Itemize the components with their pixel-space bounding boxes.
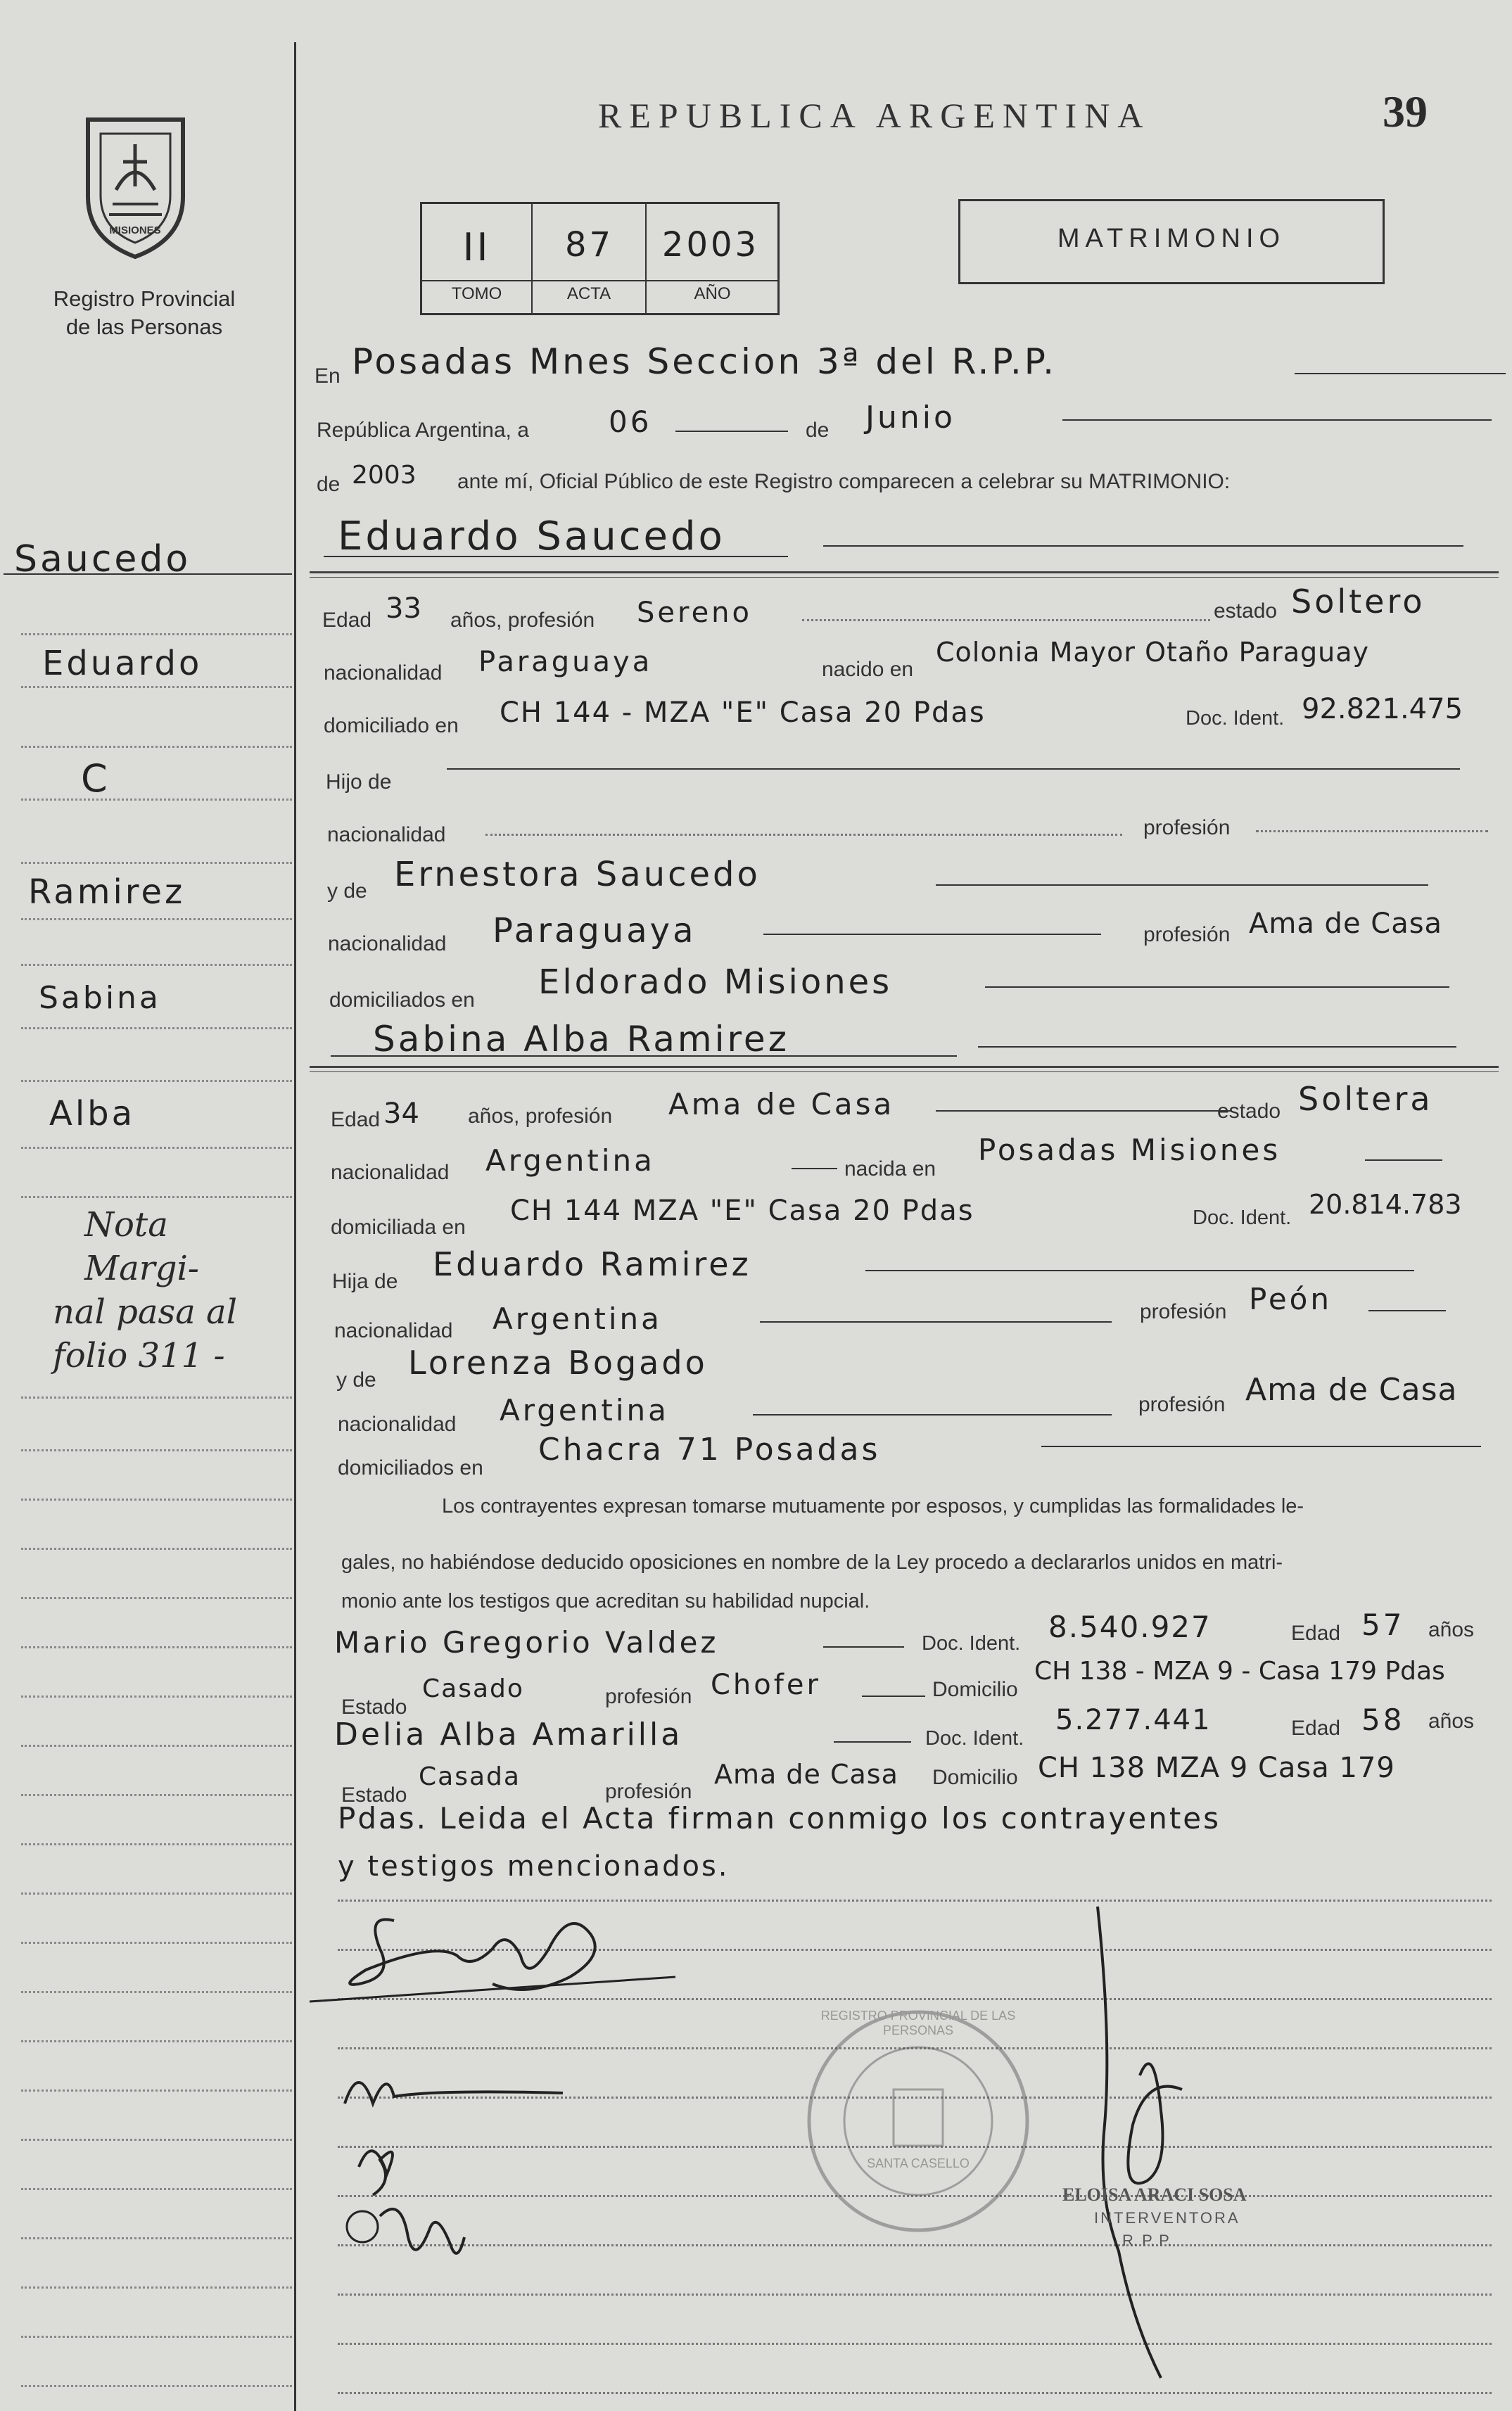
witness2-estado-label: Estado	[341, 1783, 407, 1807]
groom-edad-label: Edad	[322, 609, 372, 632]
marginal-note-line3: folio 311 -	[53, 1336, 225, 1375]
witness1-estado-label: Estado	[341, 1696, 407, 1719]
witness2-address: CH 138 MZA 9 Casa 179	[1038, 1752, 1395, 1784]
bride-mother: Lorenza Bogado	[408, 1344, 708, 1382]
marginal-note	[53, 1203, 292, 1378]
witness1-edad-label: Edad	[1291, 1622, 1341, 1645]
groom-estado: Soltero	[1291, 583, 1425, 621]
signature-scribble-icon-3	[1069, 1900, 1281, 2392]
tomo-value: II	[462, 225, 491, 269]
witness1-name: Mario Gregorio Valdez	[334, 1625, 719, 1660]
groom-nacido-label: nacido en	[822, 658, 914, 681]
signature-scribble-icon-2	[331, 2054, 570, 2322]
margin-surname2: Ramirez	[28, 872, 186, 912]
seal-shield-icon	[74, 113, 197, 260]
bride-parents-address-label: domiciliados en	[338, 1456, 483, 1480]
witness2-estado: Casada	[419, 1762, 521, 1791]
margin-surname: Saucedo	[14, 538, 191, 580]
bride-profession: Ama de Casa	[668, 1087, 895, 1121]
en-label: En	[315, 364, 341, 388]
de-label-2: de	[317, 473, 341, 496]
stamp-text: REGISTRO PROVINCIAL DE LAS PERSONAS	[820, 2009, 1016, 2037]
groom-full-name: Eduardo Saucedo	[338, 514, 725, 559]
witness2-prof-label: profesión	[605, 1780, 692, 1803]
groom-doc-label: Doc. Ident.	[1186, 707, 1285, 730]
witness2-name: Delia Alba Amarilla	[334, 1717, 683, 1752]
groom-address-label: domiciliado en	[324, 714, 459, 737]
margin-middle2: Alba	[49, 1094, 136, 1133]
bride-age: 34	[383, 1098, 419, 1130]
country-title: REPUBLICA ARGENTINA	[598, 96, 1151, 135]
bride-doc-label: Doc. Ident.	[1193, 1207, 1292, 1229]
bride-father: Eduardo Ramirez	[433, 1245, 751, 1283]
bride-parents-address: Chacra 71 Posadas	[538, 1432, 881, 1468]
witness1-age: 57	[1361, 1608, 1405, 1642]
witness2-anios-label: años	[1428, 1710, 1475, 1733]
closing-line2: y testigos mencionados.	[338, 1850, 730, 1883]
witness2-profession: Ama de Casa	[714, 1759, 898, 1790]
marriage-year: 2003	[352, 461, 417, 490]
groom-nationality-label: nacionalidad	[324, 661, 443, 685]
official-name: ELOISA ARACI SOSA	[1062, 2184, 1247, 2205]
witness1-address: CH 138 - MZA 9 - Casa 179 Pdas	[1034, 1657, 1445, 1686]
witness2-age: 58	[1361, 1703, 1405, 1737]
folio-number: 39	[1383, 87, 1428, 136]
official-title: INTERVENTORA	[1094, 2209, 1240, 2227]
de-label: de	[806, 419, 830, 442]
tomo-label: TOMO	[451, 284, 502, 303]
witness1-prof-label: profesión	[605, 1685, 692, 1708]
signature-scribble-icon	[296, 1892, 690, 2019]
bride-nacida-label: nacida en	[844, 1157, 936, 1181]
groom-nationality: Paraguaya	[478, 646, 653, 678]
act-type: MATRIMONIO	[1057, 224, 1286, 253]
marriage-day: 06	[609, 405, 652, 439]
round-stamp-icon	[802, 2005, 1034, 2237]
bride-anios-prof-label: años, profesión	[468, 1105, 613, 1128]
witness2-doc-label: Doc. Ident.	[925, 1727, 1024, 1750]
margin-name: Eduardo	[42, 644, 203, 683]
record-id-box	[420, 202, 780, 315]
registry-name: Registro Provincial de las Personas	[53, 286, 236, 339]
witness1-anios-label: años	[1428, 1618, 1475, 1641]
groom-mother-prof: Ama de Casa	[1249, 908, 1443, 940]
bride-birthplace: Posadas Misiones	[978, 1133, 1281, 1167]
republic-label: República Argentina, a	[317, 419, 529, 442]
groom-doc: 92.821.475	[1302, 693, 1463, 725]
groom-hijo-label: Hijo de	[326, 770, 392, 794]
place: Posadas Mnes Seccion 3ª del R.P.P.	[352, 341, 1057, 382]
groom-yde-label: y de	[327, 879, 367, 903]
groom-anios-prof-label: años, profesión	[450, 609, 595, 632]
groom-mother: Ernestora Saucedo	[394, 855, 761, 894]
declaration-line2: gales, no habiéndose deducido oposiciones en nombre de la Ley procedo a declararlos unidos en matri-	[341, 1551, 1283, 1574]
witness-signatures	[331, 2054, 570, 2322]
groom-father-prof-label: profesión	[1143, 816, 1231, 839]
marriage-month: Junio	[865, 400, 955, 435]
left-margin-rule	[294, 42, 296, 2411]
groom-age: 33	[386, 592, 421, 625]
groom-address: CH 144 - MZA "E" Casa 20 Pdas	[500, 696, 986, 729]
bride-doc: 20.814.783	[1309, 1189, 1462, 1220]
act-type-box	[958, 199, 1385, 284]
groom-parents-address-label: domiciliados en	[329, 988, 475, 1012]
witness1-estado: Casado	[422, 1674, 524, 1703]
margin-name2: Sabina	[39, 980, 161, 1016]
stamp-inner-text: SANTA CASELLO	[867, 2156, 970, 2170]
bride-yde-label: y de	[336, 1368, 376, 1392]
groom-father-nat-label: nacionalidad	[327, 823, 446, 846]
groom-signature	[296, 1892, 690, 2019]
acta-label: ACTA	[566, 284, 611, 303]
intro-statement: ante mí, Oficial Público de este Registro comparecen a celebrar su MATRIMONIO:	[457, 470, 1231, 493]
bride-mother-prof: Ama de Casa	[1245, 1372, 1458, 1408]
bride-father-nat-label: nacionalidad	[334, 1319, 453, 1342]
anio-label: AÑO	[694, 284, 731, 303]
witness1-doc-label: Doc. Ident.	[922, 1632, 1021, 1655]
bride-father-prof: Peón	[1249, 1282, 1332, 1316]
marginal-note-line2: nal pasa al	[53, 1292, 237, 1332]
witness1-dom-label: Domicilio	[932, 1678, 1018, 1701]
anio-value: 2003	[661, 225, 760, 265]
bride-estado-label: estado	[1217, 1100, 1281, 1123]
closing-line1: Pdas. Leida el Acta firman conmigo los contrayentes	[338, 1801, 1221, 1836]
margin-middle: C	[81, 756, 110, 801]
witness1-doc: 8.540.927	[1048, 1610, 1212, 1644]
bride-full-name: Sabina Alba Ramirez	[373, 1019, 789, 1060]
witness2-edad-label: Edad	[1291, 1717, 1341, 1740]
groom-profession: Sereno	[637, 597, 752, 629]
official-office: R. P. P.	[1122, 2232, 1172, 2249]
groom-mother-nat-label: nacionalidad	[328, 932, 447, 955]
acta-value: 87	[564, 225, 614, 265]
bride-estado: Soltera	[1298, 1080, 1433, 1118]
witness1-profession: Chofer	[711, 1669, 821, 1701]
province-seal	[74, 113, 197, 260]
official-signature	[1069, 1900, 1281, 2392]
bride-mother-prof-label: profesión	[1138, 1393, 1226, 1416]
bride-address-label: domiciliada en	[331, 1216, 466, 1239]
groom-mother-nat: Paraguaya	[493, 911, 697, 950]
bride-nationality-label: nacionalidad	[331, 1161, 450, 1184]
groom-estado-label: estado	[1214, 599, 1278, 623]
seal-label: MISIONES	[109, 224, 161, 236]
bride-nationality: Argentina	[485, 1143, 655, 1178]
groom-parents-address: Eldorado Misiones	[538, 962, 893, 1002]
bride-edad-label: Edad	[331, 1108, 381, 1131]
bride-mother-nat-label: nacionalidad	[338, 1413, 457, 1436]
bride-father-nat: Argentina	[493, 1302, 662, 1336]
witness2-dom-label: Domicilio	[932, 1766, 1018, 1789]
groom-birthplace: Colonia Mayor Otaño Paraguay	[936, 637, 1369, 668]
groom-mother-prof-label: profesión	[1143, 923, 1231, 946]
registry-stamp	[802, 2005, 1034, 2237]
declaration-line1: Los contrayentes expresan tomarse mutuamente por esposos, y cumplidas las formalidades le-	[442, 1495, 1304, 1518]
bride-father-prof-label: profesión	[1140, 1300, 1227, 1323]
bride-mother-nat: Argentina	[500, 1393, 669, 1427]
marginal-note-line1: Nota Margi-	[84, 1205, 200, 1288]
bride-address: CH 144 MZA "E" Casa 20 Pdas	[510, 1195, 974, 1227]
declaration-line3: monio ante los testigos que acreditan su habilidad nupcial.	[341, 1590, 870, 1612]
bride-hija-label: Hija de	[332, 1270, 398, 1293]
witness2-doc: 5.277.441	[1055, 1704, 1212, 1736]
